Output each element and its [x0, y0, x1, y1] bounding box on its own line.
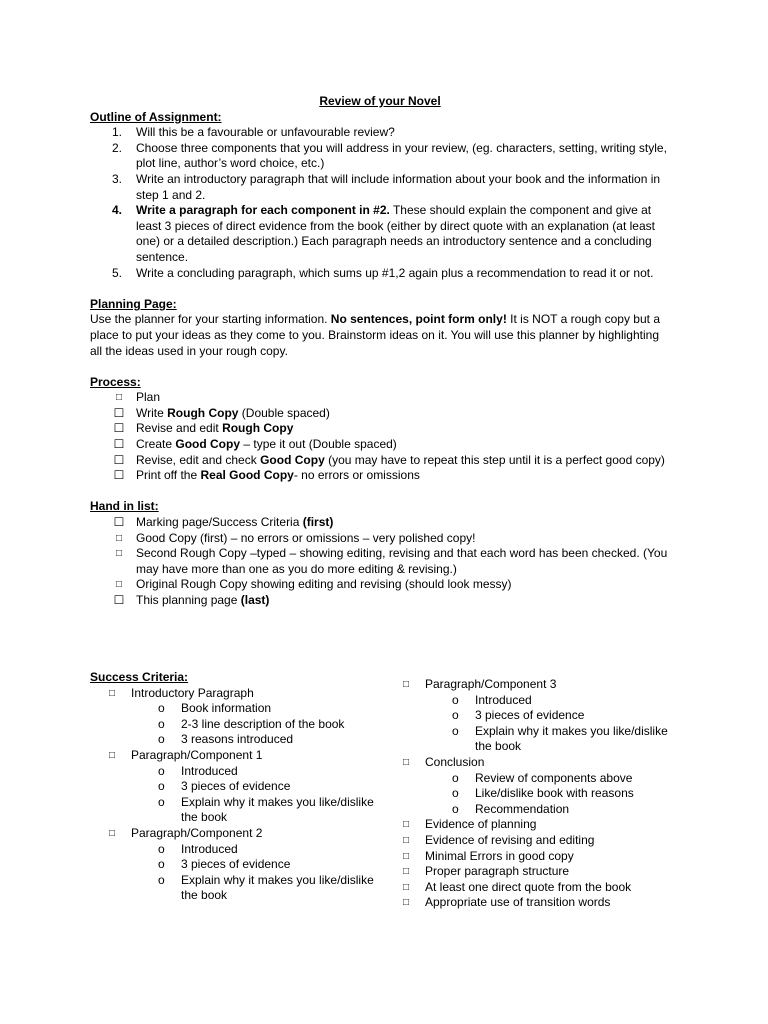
bullet-icon: o: [158, 716, 165, 731]
criteria-heading: Success Criteria:: [90, 670, 189, 684]
process-item: ☐ Revise and edit Rough Copy: [113, 421, 294, 436]
bullet-icon: o: [452, 692, 459, 707]
checkbox-icon: ☐: [113, 452, 125, 467]
outline-item: 4. Write a paragraph for each component in #2. These should explain the component and give at least 3 pieces of direct evidence from the book (either by direct quote with an explanation (at least one) or a detailed description.) Each paragraph needs an introductory sentence and a concluding sentence.: [112, 203, 655, 264]
bullet-icon: o: [158, 857, 165, 872]
checkbox-icon: ☐: [113, 515, 125, 530]
checkbox-icon: □: [403, 679, 410, 690]
criteria-subitem: o Introduced: [158, 841, 238, 856]
bullet-icon: o: [158, 732, 165, 747]
checkbox-icon: ☐: [113, 468, 125, 483]
process-item: □ Plan: [90, 390, 670, 406]
criteria-subitem: o Like/dislike book with reasons: [452, 786, 634, 801]
criteria-item: □ Introductory Paragraph: [109, 685, 254, 700]
process-item: ☐ Create Good Copy – type it out (Double spaced): [113, 437, 397, 452]
checkbox-icon: ☐: [113, 437, 125, 452]
criteria-subitem: o Recommendation: [452, 801, 570, 816]
bullet-icon: o: [452, 770, 459, 785]
handin-list: [90, 515, 670, 609]
bullet-icon: o: [158, 872, 165, 887]
criteria-subitem: o Explain why it makes you like/dislike the book: [158, 872, 374, 903]
criteria-item: □ Paragraph/Component 1: [109, 747, 263, 762]
criteria-subitem: o 3 reasons introduced: [158, 732, 294, 747]
criteria-item: □ Paragraph/Component 2: [109, 825, 263, 840]
checkbox-icon: ☐: [113, 421, 125, 436]
criteria-right-column: [405, 677, 695, 911]
criteria-subitem: o Introduced: [452, 692, 532, 707]
bullet-icon: o: [158, 701, 165, 716]
bullet-icon: o: [452, 786, 459, 801]
checkbox-icon: □: [115, 548, 123, 560]
criteria-subitem: o Book information: [158, 701, 272, 716]
outline-item: 1. Will this be a favourable or unfavourable review?: [112, 125, 395, 140]
checkbox-icon: □: [403, 819, 410, 831]
criteria-subitem: o Explain why it makes you like/dislike the book: [158, 794, 374, 825]
checkbox-icon: □: [115, 392, 123, 404]
criteria-subitem: o Review of components above: [452, 770, 633, 785]
checkbox-icon: □: [403, 756, 410, 768]
handin-item: □ Good Copy (first) – no errors or omissions – very polished copy!: [90, 531, 670, 547]
bullet-icon: o: [158, 779, 165, 794]
criteria-subitem: o Introduced: [158, 763, 238, 778]
handin-heading: Hand in list:: [90, 499, 159, 514]
planning-heading: Planning Page:: [90, 296, 177, 311]
checkbox-icon: □: [109, 827, 116, 839]
bullet-icon: o: [452, 723, 459, 738]
criteria-item: □ Appropriate use of transition words: [403, 895, 611, 910]
criteria-item: □ Evidence of planning: [403, 817, 537, 832]
checkbox-icon: □: [115, 532, 123, 544]
checkbox-icon: □: [403, 881, 410, 893]
checkbox-icon: ☐: [113, 405, 125, 420]
bullet-icon: o: [158, 841, 165, 856]
process-item: ☐ Print off the Real Good Copy- no errors or omissions: [113, 468, 420, 483]
process-heading: Process:: [90, 374, 141, 389]
criteria-left-column: [90, 670, 390, 904]
outline-item: 3. Write an introductory paragraph that will include information about your book and the information in step 1 and 2.: [112, 171, 661, 202]
criteria-subitem: o 3 pieces of evidence: [158, 857, 291, 872]
checkbox-icon: □: [109, 687, 116, 699]
checkbox-icon: □: [115, 579, 123, 591]
outline-item: 2. Choose three components that you will address in your review, (eg. characters, setting, writing style, plot line, author’s word choice, etc.): [112, 140, 667, 171]
document-page: [90, 94, 670, 609]
handin-item: ☐ This planning page (last): [113, 593, 270, 607]
criteria-item: □ At least one direct quote from the book: [403, 879, 632, 894]
checkbox-icon: □: [403, 866, 410, 878]
criteria-item: □ Paragraph/Component 3: [403, 677, 557, 691]
page-title: Review of your Novel: [319, 94, 441, 108]
handin-item: □ Original Rough Copy showing editing and revising (should look messy): [90, 577, 670, 593]
planning-paragraph: Use the planner for your starting information. No sentences, point form only! It is NOT a rough copy but a place to put your ideas as they come to you. Brainstorm ideas on it. You will use this planner by highlighting all the ideas used in your rough copy.: [90, 312, 660, 358]
bullet-icon: o: [452, 708, 459, 723]
checkbox-icon: □: [403, 897, 410, 909]
process-item: ☐ Revise, edit and check Good Copy (you may have to repeat this step until it is a perfect good copy): [113, 452, 665, 467]
criteria-item: □ Proper paragraph structure: [403, 864, 570, 879]
handin-item: □ Second Rough Copy –typed – showing editing, revising and that each word has been checked. (You may have more than one as you do more editing & revising.): [90, 546, 670, 577]
criteria-item: □ Minimal Errors in good copy: [403, 848, 574, 863]
process-item: ☐ Write Rough Copy (Double spaced): [113, 405, 330, 420]
criteria-item: □ Evidence of revising and editing: [403, 832, 595, 847]
outline-heading: Outline of Assignment:: [90, 109, 222, 124]
checkbox-icon: ☐: [113, 593, 125, 607]
process-list: [90, 390, 670, 484]
bullet-icon: o: [158, 794, 165, 809]
criteria-item: □ Conclusion: [403, 754, 485, 769]
checkbox-icon: □: [403, 834, 410, 846]
checkbox-icon: □: [109, 749, 116, 761]
bullet-icon: o: [158, 763, 165, 778]
criteria-subitem: o 3 pieces of evidence: [158, 779, 291, 794]
criteria-subitem: o 3 pieces of evidence: [452, 708, 585, 723]
outline-item: 5. Write a concluding paragraph, which sums up #1,2 again plus a recommendation to read it or not.: [112, 265, 654, 280]
criteria-subitem: o 2-3 line description of the book: [158, 716, 345, 731]
criteria-subitem: o Explain why it makes you like/dislike the book: [452, 723, 668, 754]
bullet-icon: o: [452, 801, 459, 816]
outline-list: [90, 125, 670, 281]
handin-item: ☐ Marking page/Success Criteria (first): [113, 515, 334, 530]
checkbox-icon: □: [403, 850, 410, 862]
